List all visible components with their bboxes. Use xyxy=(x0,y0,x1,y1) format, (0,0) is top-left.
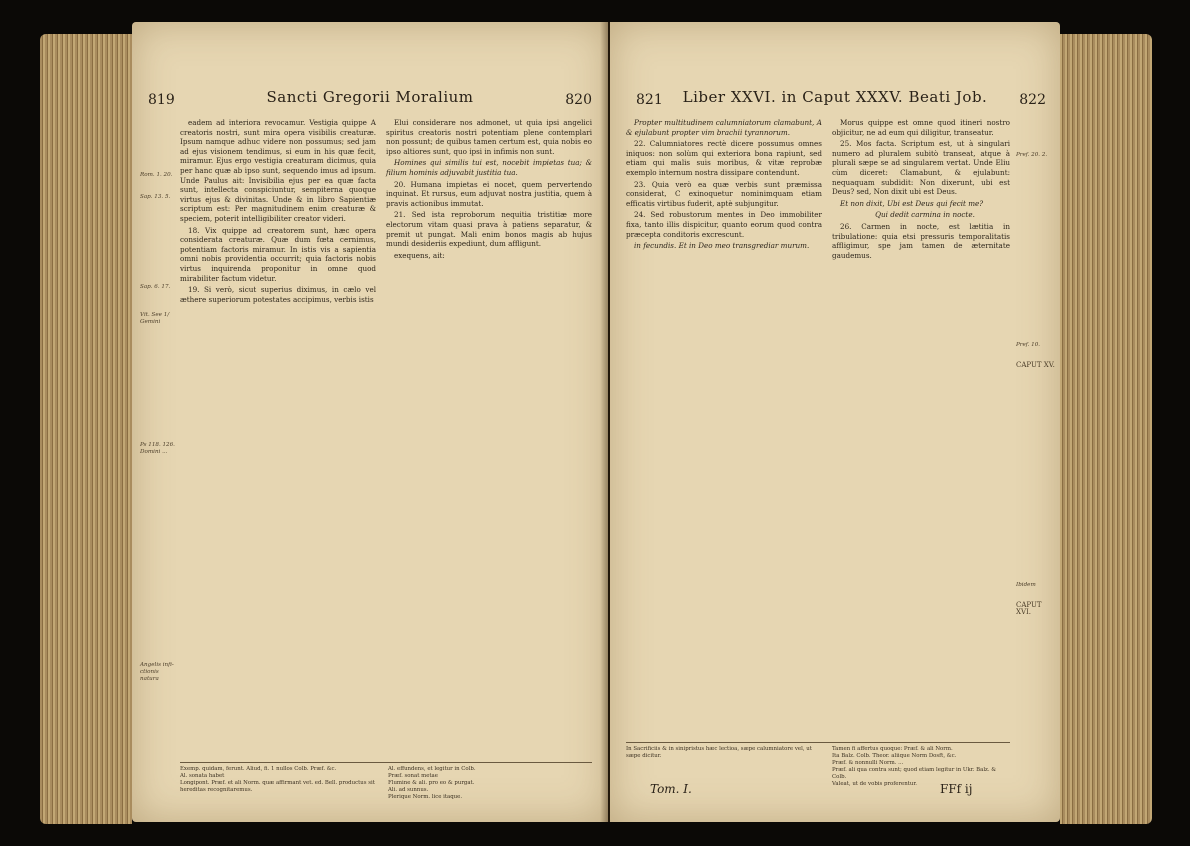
footnote: Valeat, ut de vobis proferentur. xyxy=(832,781,918,787)
paragraph: 21. Sed ista reproborum nequitia tristitiæ more electorum vitam quasi prava à patiens separatur, & premit ut pungat. Mali enim bonos magis ab hujus mundi desideriis expediunt, dum affligunt. xyxy=(386,210,592,249)
margin-note: Sap. 6. 17. xyxy=(140,284,171,290)
paragraph: in fecundis. Et in Deo meo transgrediar murum. xyxy=(634,241,810,251)
text-column-a xyxy=(180,118,376,306)
footnote-rule xyxy=(626,742,1010,743)
footnote: Ali. ad sunnus. xyxy=(388,787,429,793)
footnote: Præf. & nonnulli Norm. ... xyxy=(832,760,904,766)
paragraph: 25. Mos facta. Scriptum est, ut à singulari numero ad pluralem subitò transeat, atque à plurali sæpe se ad singularem vertat. Unde Eliu cùm diceret: Clamabunt, & ejulabunt: nequaquam subdidit: Non dixerunt, ubi est Deus? sed, Non dixit ubi est Deus. xyxy=(832,139,1010,197)
paragraph: 19. Si verò, sicut superius diximus, in cælo vel æthere superiorum potestates accipimus, verbis istis xyxy=(180,285,376,304)
paragraph: 18. Vix quippe ad creatorem sunt, hæc opera considerata creaturæ. Quæ dum fœta cernimus, potentiam factoris miramur. In istis vis a sapientia omni nobis providentia occurrit; quia factoris nobis virtus inquirenda proponitur in omne quod mirabiliter factum videtur. xyxy=(180,225,376,283)
text-column-a xyxy=(626,118,822,253)
paragraph: 22. Calumniatores rectè dicere possumus omnes iniquos: non solùm qui exteriora bona rapiunt, sed etiam qui malis suis moribus, & vitæ reprobæ exemplo internum nostra dissipare contendunt. xyxy=(626,139,822,177)
volume-signature: Tom. I. xyxy=(650,782,692,796)
margin-note: Sap. 13. 5. xyxy=(140,194,171,200)
paragraph: Elui considerare nos admonet, ut quia ipsi angelici spiritus creatoris nostri potentiam plene contemplari non possunt; de quibus tamen certum est, quia nobis eo ipso altiores sunt, quo ipsi in infimis non sunt. xyxy=(386,118,592,156)
running-head: Sancti Gregorii Moralium xyxy=(266,88,474,106)
text-column-b xyxy=(832,118,1010,262)
footnote: Al. effundens, et legitur in Colb. xyxy=(388,766,476,772)
paragraph: Homines qui similis tui est, nocebit impietas tua; & filium hominis adjuvabit justitia tua. xyxy=(386,158,592,177)
paragraph: exequens, ait: xyxy=(394,250,445,260)
footnote: In Sacrificiis & in sinipristus hæc lectioa, sæpe calumniatore vel, ut sæpe dicitur. xyxy=(626,746,812,759)
footnotes-b xyxy=(832,746,1012,788)
paragraph: eadem ad interiora revocamur. Vestigia quippe A creatoris nostri, sunt mira opera visibilis creaturæ. Ipsum namque adhuc videre non possumus; sed jam ad ejus visionem tendimus, si eum in his quæ fecit, miramur. Ejus ergo vestigia creaturam dicimus, quia per hanc quæ ab ipso sunt, sequendo imus ad ipsum. Unde Paulus ait: Invisibilia ejus per ea quæ facta sunt, intellecta conspiciuntur, sempiterna quoque virtus ejus & divinitas. Unde & in libro Sapientiæ scriptum est: Per magnitudinem enim creaturæ & speciem, poterit intelligibiliter creator videri. xyxy=(180,118,376,223)
paragraph: Propter multitudinem calumniatorum clamabunt, A & ejulabunt propter vim brachii tyrannorum. xyxy=(626,118,822,137)
paragraph: 26. Carmen in nocte, est lætitia in tribulatione: quia etsi pressuris temporalitatis affligimur, spe jam tamen de æternitate gaudemus. xyxy=(832,221,1010,260)
margin-note: Rom. 1. 20. xyxy=(140,172,173,178)
page-edges-right xyxy=(1060,34,1152,824)
chapter-marker: CAPUT XV. xyxy=(1016,361,1055,369)
open-book xyxy=(40,14,1152,832)
paragraph: 24. Sed robustorum mentes in Deo immobiliter fixa, tanto illis dispicitur, quanto eorum quod contra præcepta conditoris excrescunt. xyxy=(626,210,822,239)
page-number: 819 xyxy=(148,92,175,108)
footnote: Præf. sonat metae xyxy=(388,773,438,779)
footnotes-a xyxy=(180,766,380,794)
paragraph: Morus quippe est omne quod itineri nostro objicitur, ne ad eum qui diligitur, transeatur. xyxy=(832,118,1010,137)
footnotes-a xyxy=(626,746,816,760)
running-head: Liber XXVI. in Caput XXXV. Beati Job. xyxy=(682,88,988,106)
left-page-header xyxy=(144,88,596,114)
footnote-rule xyxy=(180,762,592,763)
footnote: Præf. ali qua contra sunt; quod etiam legitur in Ukr. Balz. & Colb. xyxy=(832,767,997,780)
right-page-header xyxy=(622,88,1048,114)
column-number: 820 xyxy=(565,92,592,108)
margin-note: Vit. See 1/ Gemini xyxy=(140,312,170,325)
paragraph: 20. Humana impietas ei nocet, quem pervertendo inquinat. Et rursus, eum adjuvat nostra justitia, quem à pravis actionibus immutat. xyxy=(386,179,592,208)
footnote: Longipont. Præf. et ali Norm. quæ affirmant vet. ed. Bell. productus sit hereditas recognitaremus. xyxy=(180,780,375,793)
footnote: Flumine & ali. pro eo & purgat. xyxy=(388,780,475,786)
footnote: Al. sonata habet xyxy=(180,773,225,779)
footnote: Tamen fi affertus quoque: Præf. & ali Norm. xyxy=(832,746,953,752)
column-number: 822 xyxy=(1019,92,1046,108)
chapter-marker: CAPUT XVI. xyxy=(1016,601,1042,616)
paragraph: 23. Quia verò ea quæ verbis sunt præmissa considerat, C exinoquetur nominimquam etiam efficatis virtibus fuderit, aptè subjungitur. xyxy=(626,179,822,208)
right-page xyxy=(610,22,1060,822)
page-number: 821 xyxy=(636,92,663,108)
paragraph: Qui dedit carmina in nocte. xyxy=(875,210,975,220)
margin-note: Ps 118. 126. Domini ... xyxy=(140,442,175,455)
margin-note: Pref. 20. 2. xyxy=(1016,152,1048,158)
footnote: Exemp. quidam, ferunt. Aliud, fi. 1 nullos Colb. Præf. &c. xyxy=(180,766,337,772)
margin-note: Pref. 10. xyxy=(1016,342,1041,348)
gathering-signature: FFf ij xyxy=(940,782,973,796)
page-edges-left xyxy=(40,34,132,824)
footnotes-b xyxy=(388,766,588,801)
paragraph: Et non dixit, Ubi est Deus qui fecit me? xyxy=(840,198,984,208)
text-column-b xyxy=(386,118,592,262)
left-page xyxy=(132,22,608,822)
margin-note: Ibidem xyxy=(1016,582,1036,588)
margin-note: Angelis infi-ctionis natura xyxy=(140,662,174,682)
footnote: Ita Balz. Colb. Theor. aliique Norm Dosft, &c. xyxy=(832,753,957,759)
footnote: Plerique Norm. lice itaque. xyxy=(388,794,463,800)
